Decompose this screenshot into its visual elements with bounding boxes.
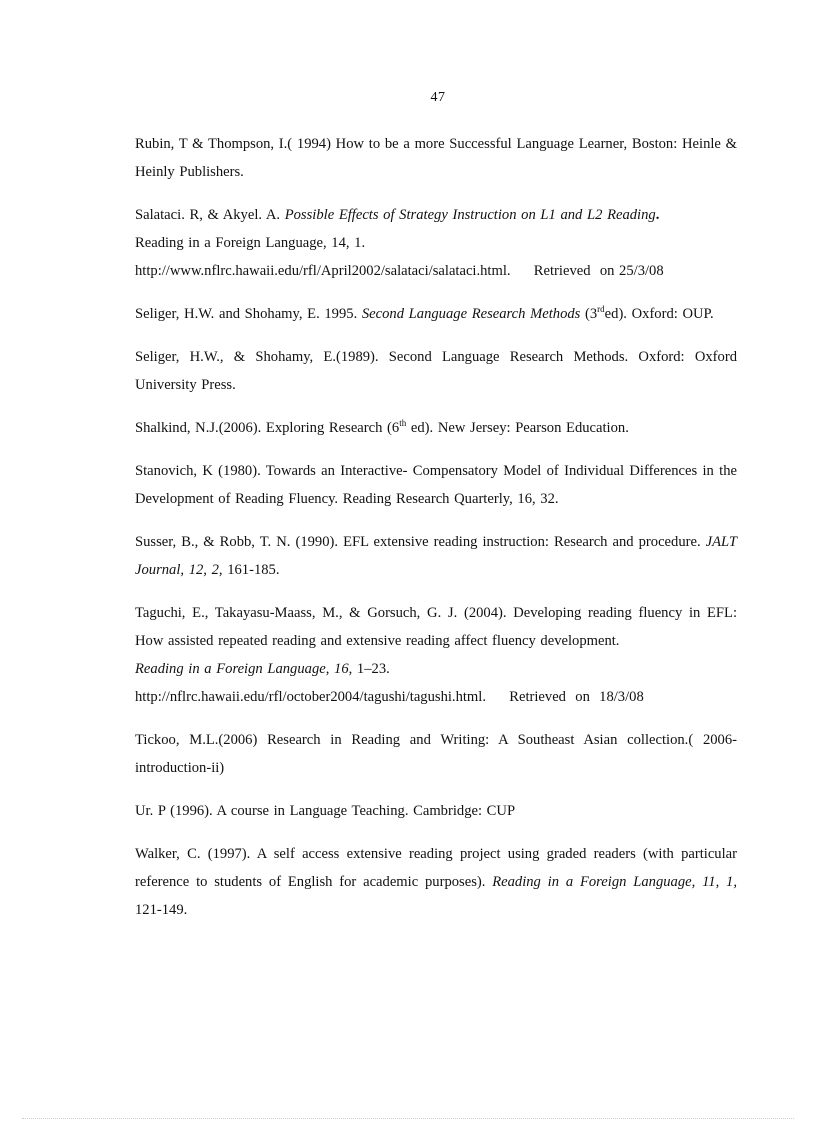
reference-seliger-1995 <box>135 300 737 328</box>
reference-retrieved: Retrieved on 25/3/08 <box>510 263 664 279</box>
reference-edition-suffix: rd <box>597 304 605 314</box>
reference-text: Seliger, H.W., & Shohamy, E.(1989). Second Language Research Methods. Oxford: Oxford University Press. <box>135 349 737 393</box>
reference-volume: 16 <box>334 661 349 677</box>
reference-source: Reading in a Foreign Language, 14, 1. <box>135 235 366 251</box>
reference-title-dot: . <box>655 207 660 223</box>
reference-pages: 161-185. <box>222 562 280 578</box>
reference-pages: 121-149. <box>135 902 188 918</box>
page-number: 47 <box>430 90 446 105</box>
reference-authors: Salataci. R, & Akyel. A. <box>135 207 285 223</box>
reference-taguchi <box>135 599 737 711</box>
reference-susser <box>135 528 737 584</box>
reference-walker <box>135 840 737 924</box>
reference-edition-suffix: th <box>399 418 407 428</box>
reference-rubin <box>135 130 737 186</box>
reference-authors: Taguchi, E., Takayasu-Maass, M., & Gorsuch, G. J. (2004). Developing reading fluency in EFL: How assisted repeated reading and extensive reading affect fluency development. <box>135 605 737 649</box>
reference-journal: JALT Journal, 12, 2, <box>135 534 737 578</box>
reference-publisher: ed). New Jersey: Pearson Education. <box>406 420 629 436</box>
reference-pages: , 1–23. <box>348 661 390 677</box>
reference-retrieved: Retrieved on 18/3/08 <box>486 689 644 705</box>
reference-title: Second Language Research Methods <box>361 306 581 322</box>
reference-publisher: ed). Oxford: OUP. <box>604 306 714 322</box>
reference-authors: Seliger, H.W. and Shohamy, E. 1995. <box>135 306 362 322</box>
reference-text: Tickoo, M.L.(2006) Research in Reading and Writing: A Southeast Asian collection.( 2006-introduction-ii) <box>135 732 737 776</box>
reference-tickoo <box>135 726 737 782</box>
reference-url: http://nflrc.hawaii.edu/rfl/october2004/tagushi/tagushi.html. <box>135 689 486 705</box>
reference-text: Stanovich, K (1980). Towards an Interactive- Compensatory Model of Individual Differences in the Development of Reading Fluency. Reading Research Quarterly, 16, 32. <box>135 463 737 507</box>
reference-list <box>135 130 737 939</box>
reference-separator: , <box>325 661 335 677</box>
reference-shalkind <box>135 414 737 442</box>
reference-ur <box>135 797 737 825</box>
reference-title: Possible Effects of Strategy Instruction on L1 and L2 Reading <box>284 207 656 223</box>
reference-text: Ur. P (1996). A course in Language Teaching. Cambridge: CUP <box>135 803 516 819</box>
reference-text: Rubin, T & Thompson, I.( 1994) How to be a more Successful Language Learner, Boston: Heinle & Heinly Publishers. <box>135 136 737 180</box>
page-bottom-divider <box>22 1118 794 1119</box>
reference-url: http://www.nflrc.hawaii.edu/rfl/April2002/salataci/salataci.html. <box>135 263 511 279</box>
reference-stanovich <box>135 457 737 513</box>
reference-seliger-1989 <box>135 343 737 399</box>
reference-journal: Reading in a Foreign Language, 11, 1, <box>492 874 737 890</box>
reference-authors: Walker, C. (1997). A self access extensive reading project using graded readers (with particular reference to students of English for academic purposes). <box>135 846 737 890</box>
reference-authors: Susser, B., & Robb, T. N. (1990). EFL extensive reading instruction: Research and procedure. <box>135 534 706 550</box>
reference-edition: (3 <box>580 306 598 322</box>
reference-journal: Reading in a Foreign Language <box>135 661 326 677</box>
reference-salataci <box>135 201 737 285</box>
reference-authors: Shalkind, N.J.(2006). Exploring Research (6 <box>135 420 400 436</box>
